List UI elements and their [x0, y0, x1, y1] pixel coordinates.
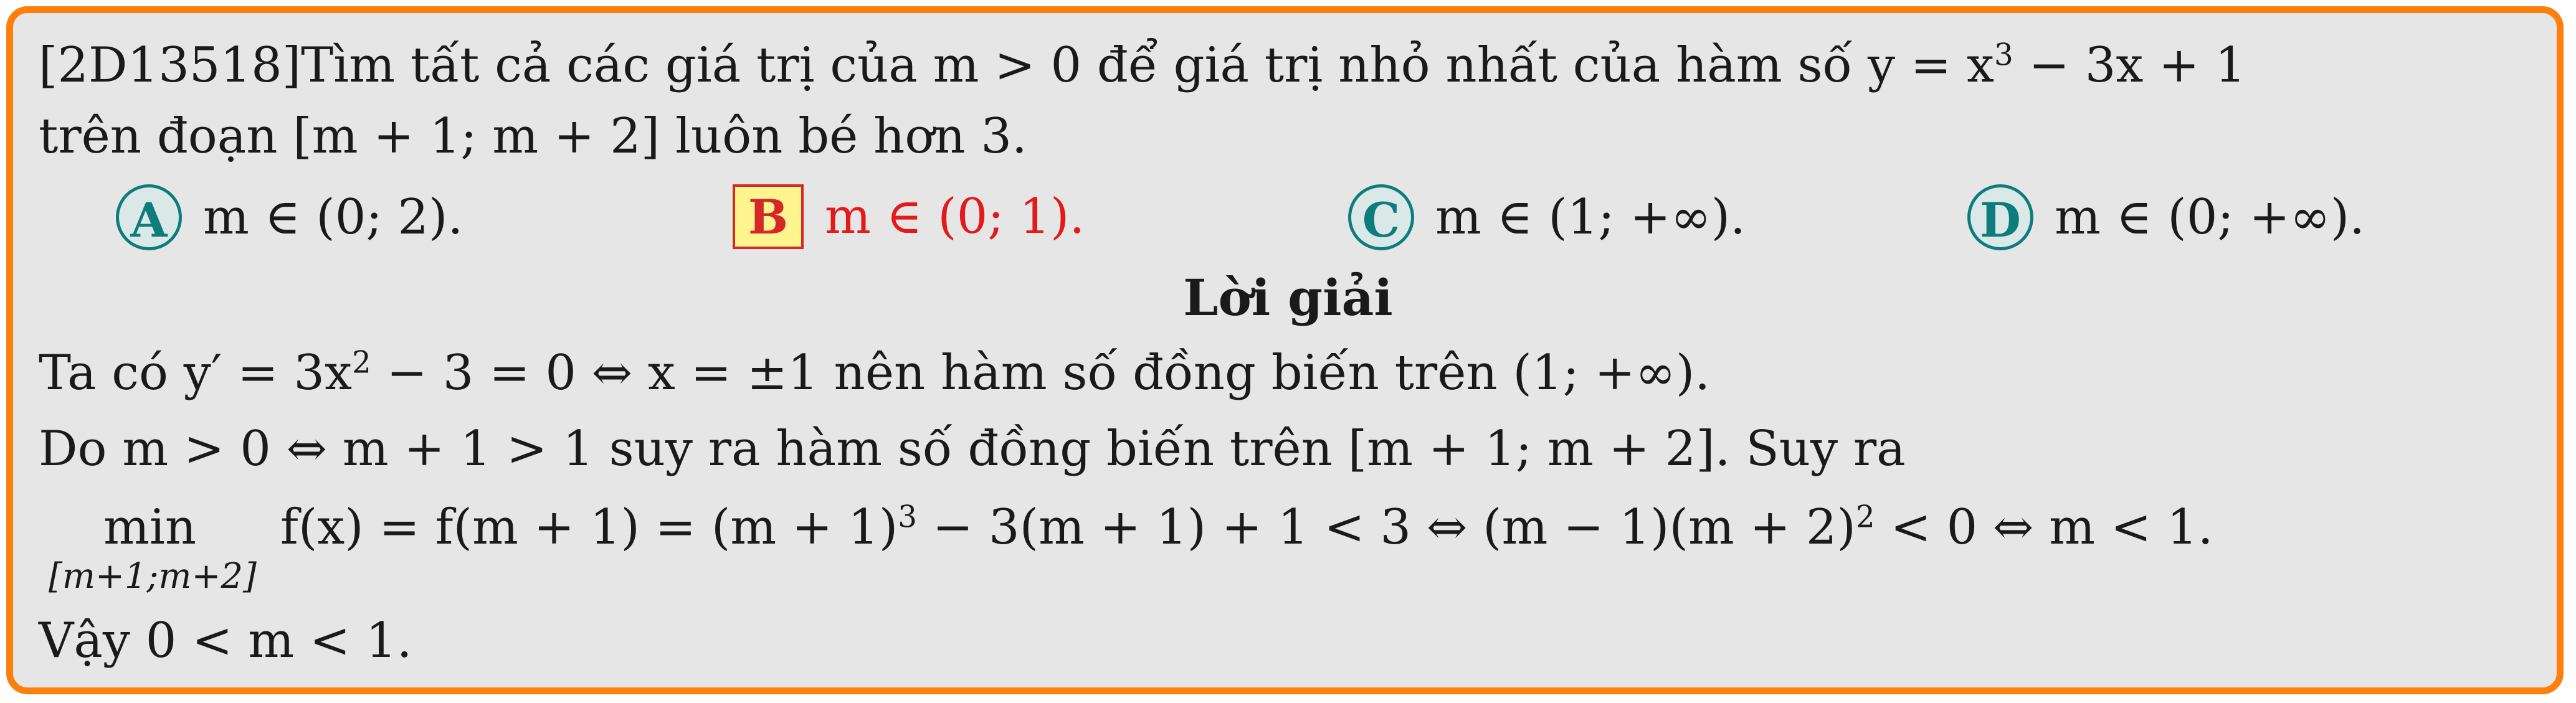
min-subscript: [m+1;m+2]: [49, 556, 257, 597]
question-power: 3: [1994, 37, 2013, 73]
solution-heading: Lời giải: [1183, 268, 1393, 327]
choice-b[interactable]: [733, 184, 1085, 249]
choice-b-text: m ∈ (0; 1).: [825, 189, 1085, 245]
choice-a[interactable]: [116, 184, 463, 250]
question-line-1: [39, 37, 2246, 93]
solution-line-3-power-1: 3: [898, 499, 918, 535]
solution-line-1: [39, 345, 1711, 401]
question-code: [2D13518]: [39, 37, 302, 93]
choice-d-label: D: [1967, 184, 2033, 250]
question-line-2: trên đoạn [m + 1; m + 2] luôn bé hơn 3.: [39, 108, 1027, 164]
question-text-1-tail: − 3x + 1: [2013, 37, 2246, 93]
choice-b-label: B: [733, 184, 804, 249]
solution-line-1-a: Ta có y′ = 3x: [39, 345, 353, 401]
min-operator: [49, 499, 273, 597]
solution-line-1-b: − 3 = 0 ⇔ x = ±1 nên hàm số đồng biến trên (1; +∞).: [371, 345, 1711, 401]
solution-line-3-c: < 0 ⇔ m < 1.: [1875, 499, 2213, 555]
choice-d-text: m ∈ (0; +∞).: [2055, 189, 2365, 245]
solution-line-4: Vậy 0 < m < 1.: [39, 613, 412, 669]
choice-a-label: A: [116, 184, 182, 250]
solution-line-3: [280, 499, 2213, 555]
choice-c[interactable]: [1348, 184, 1746, 250]
choice-c-label: C: [1348, 184, 1414, 250]
solution-line-3-a: f(x) = f(m + 1) = (m + 1): [280, 499, 898, 555]
solution-line-3-power-2: 2: [1855, 499, 1875, 535]
choice-c-text: m ∈ (1; +∞).: [1435, 189, 1746, 245]
solution-line-2: Do m > 0 ⇔ m + 1 > 1 suy ra hàm số đồng biến trên [m + 1; m + 2]. Suy ra: [39, 421, 1906, 477]
solution-line-3-b: − 3(m + 1) + 1 < 3 ⇔ (m − 1)(m + 2): [917, 499, 1856, 555]
question-text-1: Tìm tất cả các giá trị của m > 0 để giá trị nhỏ nhất của hàm số y = x: [301, 37, 1995, 93]
min-word: min: [103, 499, 197, 555]
choice-d[interactable]: [1967, 184, 2365, 250]
solution-line-1-power: 2: [352, 345, 371, 380]
choice-a-text: m ∈ (0; 2).: [203, 189, 463, 245]
